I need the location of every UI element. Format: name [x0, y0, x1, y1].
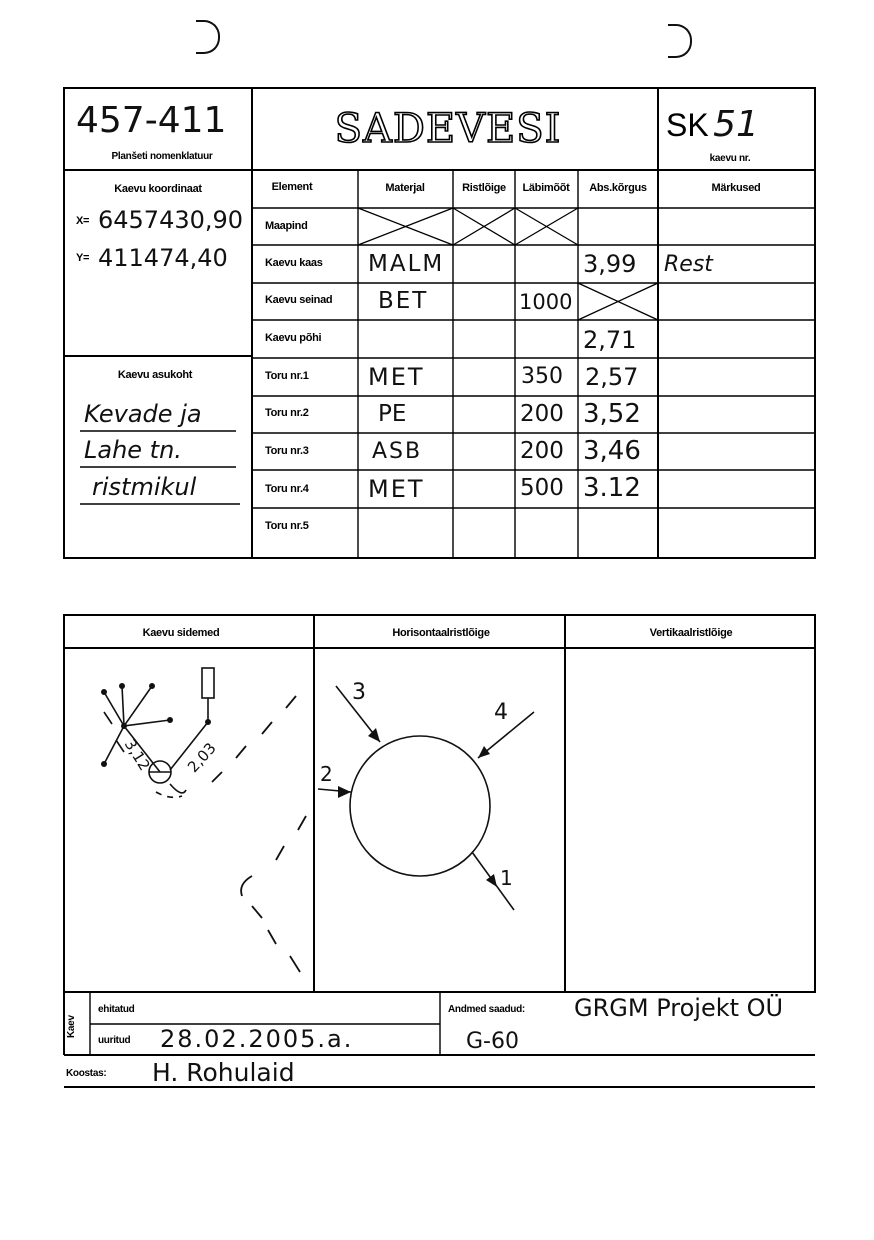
y-coordinate-value: 411474,40: [98, 244, 228, 272]
row-diameter: 200: [520, 438, 564, 464]
col-header-notes: Märkused: [711, 182, 761, 194]
location-label: Kaevu asukoht: [117, 369, 193, 381]
connections-label: Kaevu sidemed: [142, 627, 220, 639]
col-header-material: Materjal: [385, 182, 425, 194]
well-number-row: [666, 104, 759, 145]
author-label: Koostas:: [66, 1068, 107, 1079]
row-element: Toru nr.4: [265, 483, 309, 495]
nomenclature-label: Planšeti nomenklatuur: [111, 151, 213, 162]
location-line-3: ristmikul: [92, 473, 197, 501]
row-element: Toru nr.2: [265, 407, 309, 419]
nomenclature-value: 457-411: [76, 100, 227, 141]
pipe-number-2: 2: [320, 762, 333, 786]
row-abs-height: 3.12: [583, 473, 641, 503]
row-material: MET: [368, 363, 425, 391]
side-label: Kaev: [66, 1015, 77, 1038]
row-abs-height: 3,46: [583, 436, 641, 466]
row-abs-height: 2,71: [583, 326, 637, 354]
vertical-section-label: Vertikaalristlõige: [649, 627, 733, 639]
row-diameter: 1000: [519, 290, 573, 314]
row-abs-height: 2,57: [585, 363, 639, 391]
pipe-number-4: 4: [494, 700, 508, 725]
street-edge-dashes: [212, 696, 306, 972]
row-notes: Rest: [664, 252, 713, 277]
col-header-diameter: Läbimõõt: [522, 182, 570, 194]
col-header-cross-section: Ristlõige: [462, 182, 506, 194]
x-coordinate-value: 6457430,90: [98, 206, 244, 234]
well-number-label: kaevu nr.: [709, 153, 751, 164]
x-label: X=: [76, 215, 90, 227]
row-material: ASB: [372, 439, 423, 464]
page-title: SADEVESI: [334, 106, 562, 152]
row-material: MET: [368, 475, 425, 503]
data-source-label: Andmed saadud:: [448, 1004, 525, 1015]
row-element: Kaevu kaas: [265, 257, 323, 269]
pipe-number-3: 3: [352, 680, 366, 705]
well-number-value: 51: [713, 104, 759, 145]
row-material: MALM: [368, 251, 445, 277]
y-label: Y=: [76, 252, 90, 264]
row-element: Kaevu seinad: [265, 294, 333, 306]
col-header-element: Element: [271, 181, 313, 193]
location-line-2: Lahe tn.: [84, 436, 182, 464]
row-material: BET: [378, 288, 429, 314]
surveyed-value: 28.02.2005.a.: [160, 1025, 354, 1053]
row-element: Toru nr.3: [265, 445, 309, 457]
location-line-1: Kevade ja: [84, 400, 202, 428]
data-source-value: GRGM Projekt OÜ: [574, 994, 784, 1022]
built-label: ehitatud: [98, 1004, 135, 1015]
well-prefix: SK: [666, 107, 709, 143]
row-element: Maapind: [265, 220, 308, 232]
row-element: Toru nr.1: [265, 370, 309, 382]
row-abs-height: 3,52: [583, 399, 641, 429]
distance-label-b: 2,03: [184, 739, 220, 777]
row-element: Kaevu põhi: [265, 332, 322, 344]
data-source-code: G-60: [466, 1029, 519, 1054]
row-material: PE: [378, 401, 407, 427]
row-abs-height: 3,99: [583, 250, 637, 278]
col-header-abs-height: Abs.kõrgus: [589, 182, 647, 194]
horizontal-section-label: Horisontaalristlõige: [392, 627, 490, 639]
pipe-number-1: 1: [500, 866, 513, 890]
coordinates-label: Kaevu koordinaat: [114, 183, 202, 195]
author-value: H. Rohulaid: [152, 1058, 295, 1087]
distance-label-a: 3,12: [120, 736, 154, 774]
row-diameter: 500: [520, 475, 564, 501]
row-element: Toru nr.5: [265, 520, 309, 532]
row-diameter: 200: [520, 401, 564, 427]
surveyed-label: uuritud: [98, 1035, 131, 1046]
row-diameter: 350: [521, 364, 563, 389]
